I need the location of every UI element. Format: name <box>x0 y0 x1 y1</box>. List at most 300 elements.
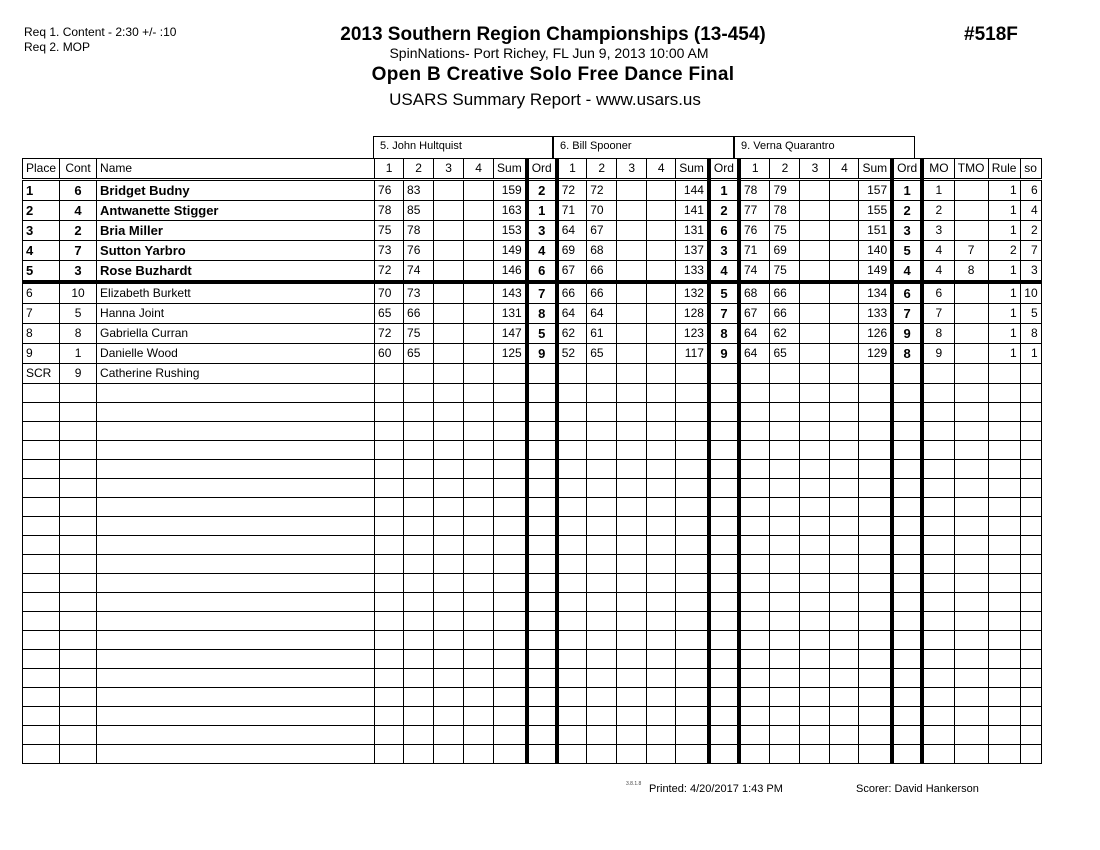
printed-timestamp: Printed: 4/20/2017 1:43 PM <box>649 783 783 795</box>
score-2-cell <box>404 384 434 403</box>
score-2-cell <box>587 517 617 536</box>
table-row <box>23 282 1042 304</box>
score-1-cell: 78 <box>739 180 770 201</box>
score-4-cell <box>464 745 494 764</box>
venue-datetime: SpinNations- Port Richey, FL Jun 9, 2013 10:00 AM <box>389 45 709 61</box>
score-2-cell: 66 <box>770 282 800 304</box>
score-1-cell: 60 <box>375 344 404 364</box>
col-j3-s2: 2 <box>770 159 800 180</box>
score-1-cell <box>557 460 587 479</box>
cont-cell <box>60 650 97 669</box>
column-header-row <box>23 159 1042 180</box>
mo-cell: 3 <box>922 221 954 241</box>
score-1-cell <box>557 517 587 536</box>
score-3-cell <box>617 593 647 612</box>
score-1-cell <box>375 517 404 536</box>
score-1-cell <box>557 688 587 707</box>
table-row <box>23 460 1042 479</box>
score-3-cell <box>800 574 830 593</box>
ordinal-cell <box>709 479 739 498</box>
table-row <box>23 364 1042 384</box>
score-3-cell <box>434 441 464 460</box>
score-2-cell <box>770 460 800 479</box>
place-cell <box>23 536 60 555</box>
tmo-cell <box>954 304 988 324</box>
score-4-cell <box>647 324 676 344</box>
score-4-cell <box>464 403 494 422</box>
score-1-cell: 74 <box>739 261 770 283</box>
rule-cell <box>988 555 1020 574</box>
score-3-cell <box>617 441 647 460</box>
ordinal-cell <box>709 460 739 479</box>
ordinal-cell <box>892 441 922 460</box>
mo-cell: 1 <box>922 180 954 201</box>
score-2-cell <box>587 364 617 384</box>
col-j1-sum: Sum <box>494 159 527 180</box>
sum-cell <box>676 612 709 631</box>
score-2-cell <box>770 631 800 650</box>
score-4-cell <box>647 593 676 612</box>
sum-cell <box>859 460 892 479</box>
score-2-cell <box>587 631 617 650</box>
ordinal-cell <box>527 631 557 650</box>
table-row <box>23 536 1042 555</box>
score-2-cell <box>770 707 800 726</box>
score-4-cell <box>830 282 859 304</box>
score-4-cell <box>830 612 859 631</box>
score-2-cell <box>404 631 434 650</box>
score-1-cell <box>375 574 404 593</box>
rule-cell <box>988 745 1020 764</box>
requirement-1: Req 1. Content - 2:30 +/- :10 <box>24 25 177 39</box>
ordinal-cell: 5 <box>527 324 557 344</box>
mo-cell <box>922 688 954 707</box>
ordinal-cell: 7 <box>892 304 922 324</box>
score-2-cell: 68 <box>587 241 617 261</box>
ordinal-cell: 5 <box>892 241 922 261</box>
score-1-cell <box>375 364 404 384</box>
score-4-cell <box>647 180 676 201</box>
score-4-cell <box>830 555 859 574</box>
cont-cell <box>60 479 97 498</box>
score-3-cell <box>800 726 830 745</box>
cont-cell <box>60 403 97 422</box>
score-3-cell <box>617 612 647 631</box>
sum-cell <box>676 498 709 517</box>
score-4-cell <box>647 726 676 745</box>
table-row <box>23 688 1042 707</box>
table-row <box>23 612 1042 631</box>
rule-cell: 1 <box>988 180 1020 201</box>
so-cell: 10 <box>1020 282 1041 304</box>
sum-cell <box>676 707 709 726</box>
sum-cell <box>494 612 527 631</box>
score-3-cell <box>800 304 830 324</box>
score-2-cell <box>404 612 434 631</box>
col-j2-s1: 1 <box>557 159 587 180</box>
name-cell <box>97 517 375 536</box>
sum-cell: 163 <box>494 201 527 221</box>
score-4-cell <box>830 344 859 364</box>
ordinal-cell: 1 <box>709 180 739 201</box>
score-2-cell <box>404 707 434 726</box>
ordinal-cell <box>527 593 557 612</box>
tmo-cell <box>954 745 988 764</box>
score-1-cell <box>557 479 587 498</box>
ordinal-cell <box>709 536 739 555</box>
score-1-cell <box>739 612 770 631</box>
place-cell <box>23 498 60 517</box>
name-cell <box>97 631 375 650</box>
score-2-cell: 83 <box>404 180 434 201</box>
mo-cell <box>922 574 954 593</box>
ordinal-cell: 6 <box>527 261 557 283</box>
ordinal-cell <box>527 688 557 707</box>
ordinal-cell <box>709 745 739 764</box>
tmo-cell <box>954 221 988 241</box>
score-3-cell <box>800 631 830 650</box>
so-cell <box>1020 612 1041 631</box>
rule-cell: 1 <box>988 221 1020 241</box>
sum-cell <box>676 631 709 650</box>
software-version: 3.8.1.8 <box>626 781 642 787</box>
score-3-cell <box>800 180 830 201</box>
sum-cell <box>859 422 892 441</box>
place-cell: 5 <box>23 261 60 283</box>
score-3-cell <box>434 669 464 688</box>
score-2-cell: 79 <box>770 180 800 201</box>
score-4-cell <box>464 631 494 650</box>
score-2-cell: 74 <box>404 261 434 283</box>
ordinal-cell <box>892 517 922 536</box>
col-place: Place <box>23 159 60 180</box>
score-2-cell <box>404 441 434 460</box>
score-3-cell <box>800 364 830 384</box>
score-2-cell <box>587 707 617 726</box>
name-cell <box>97 707 375 726</box>
score-4-cell <box>647 688 676 707</box>
tmo-cell <box>954 498 988 517</box>
score-3-cell <box>800 669 830 688</box>
ordinal-cell <box>892 688 922 707</box>
score-3-cell <box>617 282 647 304</box>
score-3-cell <box>617 460 647 479</box>
cont-cell <box>60 517 97 536</box>
sum-cell <box>494 384 527 403</box>
cont-cell <box>60 536 97 555</box>
score-2-cell: 78 <box>770 201 800 221</box>
cont-cell <box>60 441 97 460</box>
score-1-cell: 65 <box>375 304 404 324</box>
place-cell: 4 <box>23 241 60 261</box>
score-1-cell <box>739 517 770 536</box>
cont-cell <box>60 593 97 612</box>
ordinal-cell: 4 <box>709 261 739 283</box>
mo-cell <box>922 745 954 764</box>
score-4-cell <box>464 688 494 707</box>
score-1-cell <box>557 536 587 555</box>
rule-cell <box>988 441 1020 460</box>
score-4-cell <box>464 707 494 726</box>
sum-cell <box>494 403 527 422</box>
score-2-cell: 70 <box>587 201 617 221</box>
table-row <box>23 631 1042 650</box>
tmo-cell <box>954 403 988 422</box>
score-2-cell: 75 <box>404 324 434 344</box>
score-1-cell: 77 <box>739 201 770 221</box>
score-1-cell <box>739 441 770 460</box>
score-1-cell <box>739 745 770 764</box>
score-1-cell: 68 <box>739 282 770 304</box>
score-3-cell <box>617 241 647 261</box>
so-cell <box>1020 384 1041 403</box>
name-cell <box>97 745 375 764</box>
ordinal-cell: 9 <box>709 344 739 364</box>
mo-cell: 9 <box>922 344 954 364</box>
score-1-cell: 69 <box>557 241 587 261</box>
sum-cell: 133 <box>676 261 709 283</box>
ordinal-cell <box>892 555 922 574</box>
sum-cell <box>859 631 892 650</box>
score-3-cell <box>434 612 464 631</box>
table-row <box>23 221 1042 241</box>
score-3-cell <box>800 745 830 764</box>
col-mo: MO <box>922 159 954 180</box>
score-1-cell <box>375 441 404 460</box>
score-2-cell <box>404 536 434 555</box>
ordinal-cell <box>892 707 922 726</box>
judge-header-2: 6. Bill Spooner <box>553 136 734 158</box>
rule-cell: 1 <box>988 344 1020 364</box>
rule-cell <box>988 631 1020 650</box>
score-3-cell <box>434 324 464 344</box>
sum-cell <box>494 669 527 688</box>
name-cell <box>97 479 375 498</box>
tmo-cell <box>954 612 988 631</box>
so-cell: 6 <box>1020 180 1041 201</box>
score-1-cell <box>739 479 770 498</box>
judge-header-1: 5. John Hultquist <box>373 136 553 158</box>
sum-cell <box>859 498 892 517</box>
score-4-cell <box>464 650 494 669</box>
judge-header-3: 9. Verna Quarantro <box>734 136 915 158</box>
cont-cell <box>60 688 97 707</box>
mo-cell <box>922 726 954 745</box>
score-4-cell <box>830 324 859 344</box>
score-3-cell <box>617 631 647 650</box>
score-4-cell <box>464 517 494 536</box>
score-3-cell <box>800 441 830 460</box>
sum-cell <box>676 364 709 384</box>
score-1-cell <box>375 384 404 403</box>
sum-cell <box>859 403 892 422</box>
ordinal-cell <box>527 574 557 593</box>
score-2-cell: 66 <box>587 282 617 304</box>
ordinal-cell <box>709 707 739 726</box>
score-2-cell: 61 <box>587 324 617 344</box>
mo-cell <box>922 479 954 498</box>
score-4-cell <box>830 403 859 422</box>
sum-cell <box>676 403 709 422</box>
sum-cell <box>494 574 527 593</box>
score-1-cell <box>375 403 404 422</box>
score-4-cell <box>647 261 676 283</box>
score-1-cell <box>739 460 770 479</box>
score-2-cell: 65 <box>770 344 800 364</box>
score-1-cell <box>557 498 587 517</box>
table-row <box>23 574 1042 593</box>
ordinal-cell <box>527 536 557 555</box>
score-1-cell <box>375 669 404 688</box>
ordinal-cell <box>892 631 922 650</box>
score-2-cell <box>770 574 800 593</box>
score-1-cell <box>375 707 404 726</box>
score-3-cell <box>800 593 830 612</box>
ordinal-cell: 6 <box>892 282 922 304</box>
mo-cell: 7 <box>922 304 954 324</box>
score-4-cell <box>830 745 859 764</box>
so-cell <box>1020 479 1041 498</box>
place-cell: 6 <box>23 282 60 304</box>
place-cell <box>23 555 60 574</box>
score-2-cell <box>587 593 617 612</box>
rule-cell <box>988 479 1020 498</box>
score-1-cell <box>739 536 770 555</box>
table-row <box>23 555 1042 574</box>
event-title: Open B Creative Solo Free Dance Final <box>371 64 735 85</box>
score-3-cell <box>617 201 647 221</box>
score-3-cell <box>800 221 830 241</box>
score-3-cell <box>800 422 830 441</box>
score-4-cell <box>464 180 494 201</box>
col-j2-s2: 2 <box>587 159 617 180</box>
ordinal-cell <box>527 555 557 574</box>
ordinal-cell <box>709 364 739 384</box>
score-2-cell <box>770 555 800 574</box>
score-3-cell <box>434 241 464 261</box>
tmo-cell <box>954 384 988 403</box>
so-cell: 1 <box>1020 344 1041 364</box>
sum-cell: 137 <box>676 241 709 261</box>
rule-cell <box>988 536 1020 555</box>
score-3-cell <box>800 324 830 344</box>
score-3-cell <box>617 498 647 517</box>
col-j2-s4: 4 <box>647 159 676 180</box>
sum-cell <box>859 364 892 384</box>
so-cell: 3 <box>1020 261 1041 283</box>
score-3-cell <box>617 221 647 241</box>
score-2-cell <box>587 422 617 441</box>
ordinal-cell <box>892 650 922 669</box>
score-1-cell <box>375 498 404 517</box>
ordinal-cell <box>527 384 557 403</box>
score-1-cell: 67 <box>739 304 770 324</box>
name-cell: Elizabeth Burkett <box>97 282 375 304</box>
score-4-cell <box>464 324 494 344</box>
cont-cell <box>60 707 97 726</box>
sum-cell: 132 <box>676 282 709 304</box>
score-2-cell <box>404 364 434 384</box>
rule-cell <box>988 650 1020 669</box>
so-cell <box>1020 745 1041 764</box>
score-2-cell <box>587 479 617 498</box>
score-1-cell: 72 <box>557 180 587 201</box>
score-2-cell <box>587 403 617 422</box>
score-4-cell <box>830 364 859 384</box>
sum-cell <box>859 650 892 669</box>
score-2-cell <box>404 460 434 479</box>
cont-cell <box>60 612 97 631</box>
cont-cell <box>60 460 97 479</box>
score-3-cell <box>434 422 464 441</box>
name-cell <box>97 593 375 612</box>
tmo-cell: 7 <box>954 241 988 261</box>
score-4-cell <box>464 261 494 283</box>
score-1-cell <box>557 745 587 764</box>
score-3-cell <box>617 364 647 384</box>
score-2-cell: 65 <box>587 344 617 364</box>
cont-cell <box>60 631 97 650</box>
score-1-cell: 70 <box>375 282 404 304</box>
cont-cell <box>60 726 97 745</box>
name-cell: Rose Buzhardt <box>97 261 375 283</box>
score-1-cell <box>375 631 404 650</box>
results-table <box>22 158 1042 764</box>
score-2-cell <box>770 364 800 384</box>
score-3-cell <box>617 324 647 344</box>
sum-cell: 143 <box>494 282 527 304</box>
score-2-cell <box>404 688 434 707</box>
score-3-cell <box>434 221 464 241</box>
tmo-cell <box>954 517 988 536</box>
so-cell: 7 <box>1020 241 1041 261</box>
score-1-cell <box>739 498 770 517</box>
score-2-cell <box>404 479 434 498</box>
place-cell: 3 <box>23 221 60 241</box>
ordinal-cell: 5 <box>709 282 739 304</box>
ordinal-cell <box>527 707 557 726</box>
score-1-cell: 62 <box>557 324 587 344</box>
sum-cell <box>859 688 892 707</box>
score-2-cell <box>587 441 617 460</box>
so-cell <box>1020 422 1041 441</box>
score-4-cell <box>464 460 494 479</box>
sum-cell <box>676 745 709 764</box>
ordinal-cell <box>892 364 922 384</box>
score-4-cell <box>647 669 676 688</box>
ordinal-cell <box>527 650 557 669</box>
score-4-cell <box>464 536 494 555</box>
score-1-cell: 64 <box>557 304 587 324</box>
score-2-cell: 75 <box>770 221 800 241</box>
tmo-cell <box>954 422 988 441</box>
score-2-cell <box>770 688 800 707</box>
mo-cell: 6 <box>922 282 954 304</box>
ordinal-cell <box>892 574 922 593</box>
name-cell: Catherine Rushing <box>97 364 375 384</box>
score-4-cell <box>647 304 676 324</box>
score-4-cell <box>830 460 859 479</box>
score-3-cell <box>617 536 647 555</box>
tmo-cell: 8 <box>954 261 988 283</box>
so-cell <box>1020 364 1041 384</box>
mo-cell <box>922 384 954 403</box>
score-2-cell: 75 <box>770 261 800 283</box>
ordinal-cell <box>527 460 557 479</box>
name-cell <box>97 422 375 441</box>
ordinal-cell <box>892 498 922 517</box>
sum-cell <box>494 631 527 650</box>
